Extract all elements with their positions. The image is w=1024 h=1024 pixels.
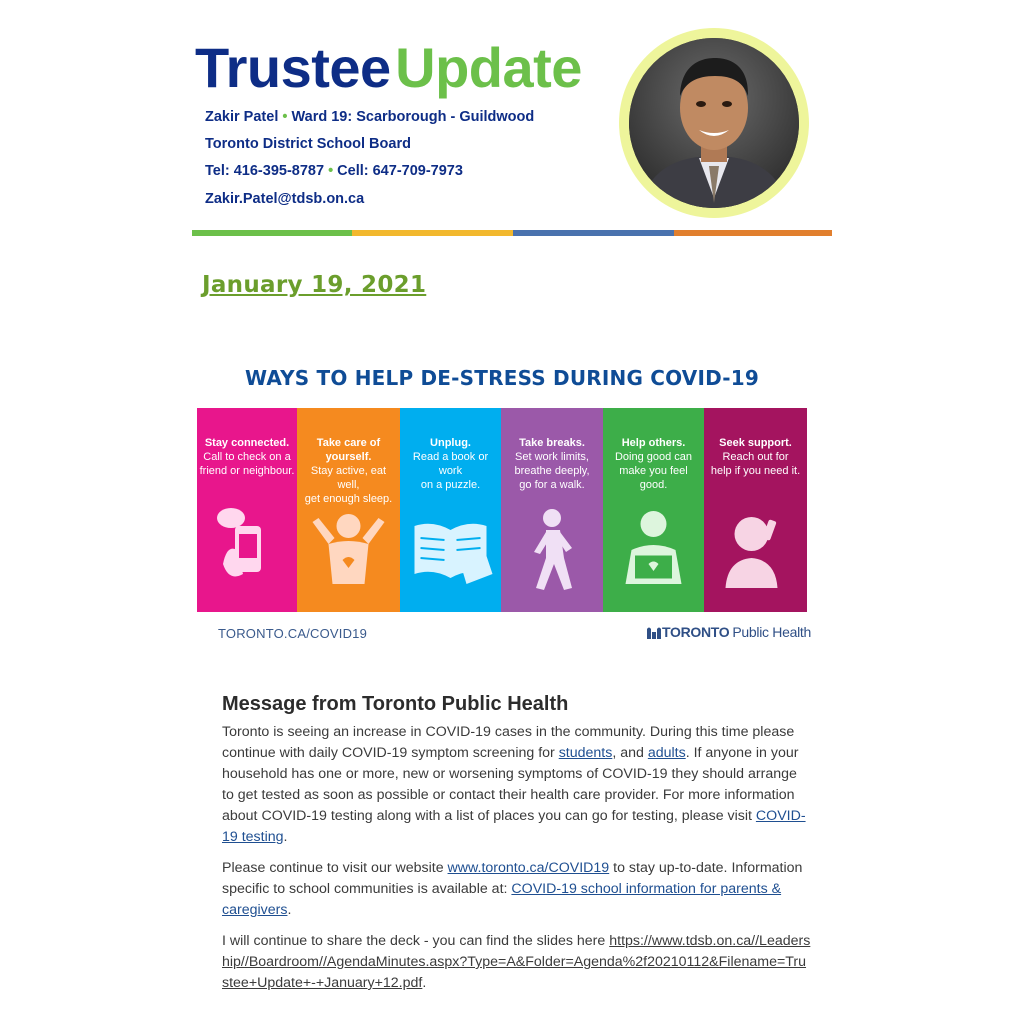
text: , and bbox=[612, 745, 648, 761]
students-link[interactable]: students bbox=[558, 745, 613, 761]
newsletter-title bbox=[195, 36, 582, 99]
open-book-icon bbox=[400, 504, 501, 600]
panel-text bbox=[199, 436, 295, 478]
panel-sub: Call to check on a friend or neighbour. bbox=[199, 451, 295, 477]
panel-lead: Take care of yourself. bbox=[316, 437, 381, 463]
text: Please continue to visit our website bbox=[222, 860, 448, 876]
panel-5 bbox=[603, 408, 704, 612]
panel-lead: Stay connected. bbox=[204, 437, 290, 449]
panel-3 bbox=[400, 408, 501, 612]
divider-orange bbox=[674, 230, 832, 236]
school-info-link[interactable]: COVID-19 school information for parents & caregivers bbox=[222, 881, 782, 918]
panel-text bbox=[503, 436, 601, 492]
tel: Tel: 416-395-8787 bbox=[205, 163, 325, 179]
panel-sub: Set work limits, breathe deeply, go for a walk. bbox=[514, 451, 590, 491]
panel-sub: Reach out for help if you need it. bbox=[710, 451, 801, 477]
person-with-box-icon bbox=[603, 504, 704, 600]
panel-sub: Doing good can make you feel good. bbox=[614, 451, 693, 491]
text: to stay up-to-date. Information specific to school communities is available at: bbox=[222, 860, 803, 897]
cell: Cell: 647-709-7973 bbox=[337, 163, 463, 179]
panel-lead: Seek support. bbox=[719, 437, 792, 449]
panel-lead: Unplug. bbox=[430, 437, 471, 449]
date-heading[interactable]: January 19, 2021 bbox=[202, 272, 427, 298]
separator-dot: • bbox=[328, 163, 334, 179]
phone-line bbox=[205, 163, 463, 179]
title-trustee: Trustee bbox=[195, 36, 391, 99]
text: I will continue to share the deck - you can find the slides here bbox=[222, 933, 610, 949]
person-cheering-icon bbox=[297, 504, 400, 600]
banner-title: WAYS TO HELP DE-STRESS DURING COVID-19 bbox=[244, 366, 760, 390]
trustee-name-ward bbox=[205, 109, 534, 125]
divider-blue bbox=[513, 230, 674, 236]
panel-lead: Take breaks. bbox=[519, 437, 585, 449]
panel-4 bbox=[501, 408, 603, 612]
panel-6 bbox=[704, 408, 807, 612]
text: . bbox=[287, 902, 292, 918]
panel-lead: Help others. bbox=[621, 437, 686, 449]
logo-public-health: Public Health bbox=[732, 624, 811, 640]
panel-text bbox=[402, 436, 499, 492]
panel-sub: Read a book or work on a puzzle. bbox=[412, 451, 489, 491]
paragraph-website bbox=[222, 858, 812, 921]
divider-green bbox=[192, 230, 352, 236]
separator-dot: • bbox=[282, 109, 288, 125]
covid-testing-link[interactable]: COVID-19 testing bbox=[222, 808, 806, 845]
deck-link[interactable]: https://www.tdsb.on.ca//Leadership//Boardroom//AgendaMinutes.aspx?Type=A&Folder=Agenda%2f20210112&Filename=Trustee+Update+-+January+12.pdf bbox=[222, 933, 811, 991]
paragraph-deck bbox=[222, 931, 812, 994]
adults-link[interactable]: adults bbox=[647, 745, 686, 761]
panel-text bbox=[299, 436, 398, 506]
paragraph-screening bbox=[222, 722, 812, 848]
text: . If anyone in your household has one or more, new or worsening symptoms of COVID-19 they should arrange to get tested as soon as possible or contact their health care provider. For more information about COVID-19 testing along with a list of places you can go for testing, please visit bbox=[222, 745, 799, 824]
school-board: Toronto District School Board bbox=[205, 136, 411, 152]
text: . bbox=[422, 975, 427, 991]
city-hall-icon bbox=[646, 624, 662, 640]
avatar-frame bbox=[619, 28, 809, 218]
avatar bbox=[629, 38, 799, 208]
panel-text bbox=[605, 436, 702, 492]
logo-toronto: TORONTO bbox=[662, 624, 730, 640]
trustee-photo-icon bbox=[629, 38, 799, 208]
divider-yellow bbox=[352, 230, 513, 236]
trustee-name: Zakir Patel bbox=[205, 109, 279, 125]
toronto-public-health-logo bbox=[646, 624, 811, 640]
walking-person-icon bbox=[501, 504, 603, 600]
message-heading: Message from Toronto Public Health bbox=[222, 693, 569, 715]
panel-text bbox=[706, 436, 805, 478]
banner-url: TORONTO.CA/COVID19 bbox=[218, 626, 368, 641]
text: . bbox=[283, 829, 288, 845]
ward: Ward 19: Scarborough - Guildwood bbox=[291, 109, 535, 125]
tph-message bbox=[222, 692, 812, 1004]
toronto-covid-link[interactable]: www.toronto.ca/COVID19 bbox=[447, 860, 610, 876]
panel-2 bbox=[297, 408, 400, 612]
person-on-phone-icon bbox=[704, 504, 807, 600]
email[interactable]: Zakir.Patel@tdsb.on.ca bbox=[205, 191, 365, 207]
text: Toronto is seeing an increase in COVID-19 cases in the community. During this time please continue with daily COVID-19 symptom screening for bbox=[222, 724, 795, 761]
panel-sub: Stay active, eat well, get enough sleep. bbox=[304, 465, 393, 505]
title-update: Update bbox=[395, 36, 582, 99]
phone-chat-icon bbox=[197, 504, 297, 600]
panel-1 bbox=[197, 408, 297, 612]
